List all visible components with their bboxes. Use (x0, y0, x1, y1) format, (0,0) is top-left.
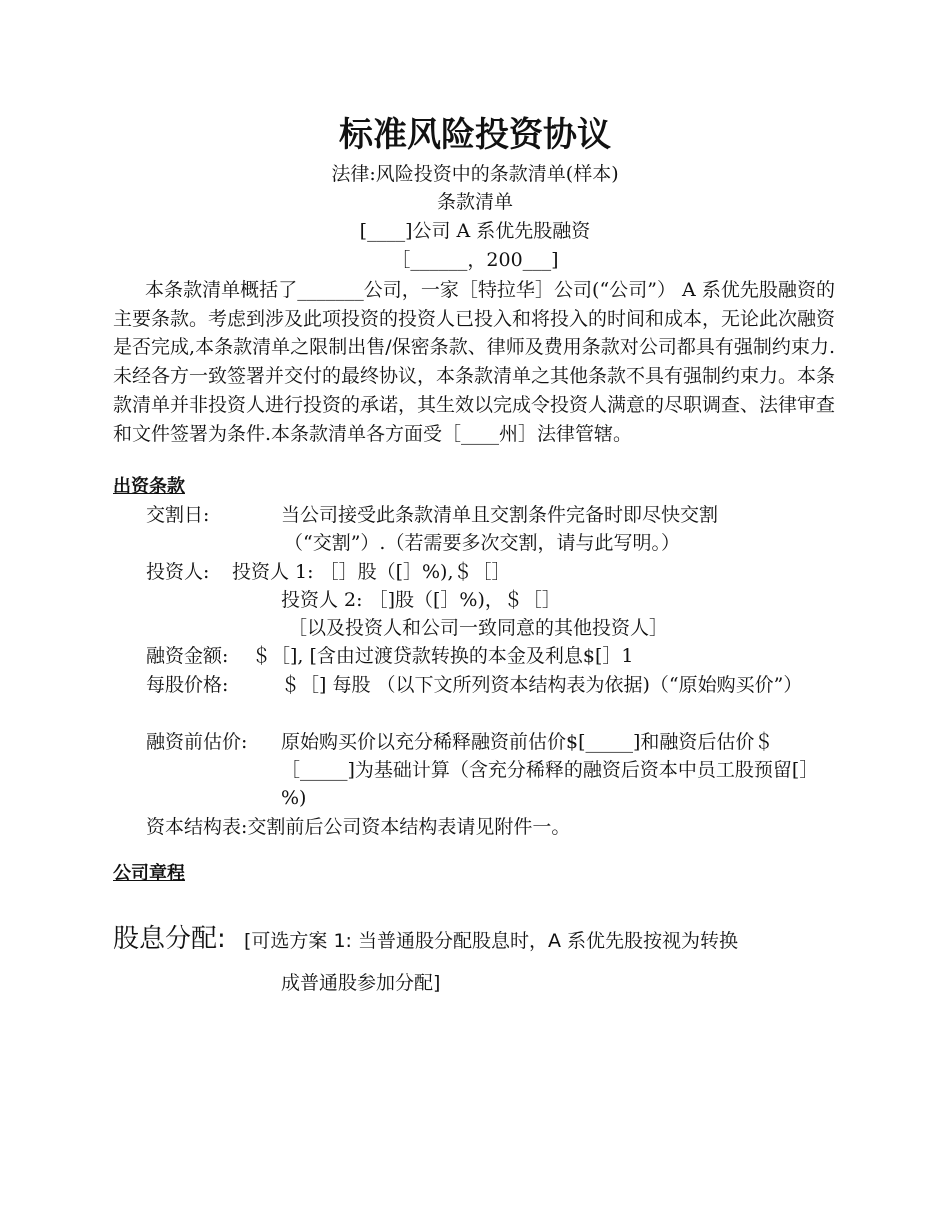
intro-paragraph (113, 276, 835, 448)
investor-1: 投资人 1: ［］股（[］%),＄［］ (232, 561, 511, 583)
investor-others: ［以及投资人和公司一致同意的其他投资人］ (288, 617, 669, 639)
document-subtitle: 法律:风险投资中的条款清单(样本) (331, 163, 619, 185)
charter-heading: 公司章程 (113, 863, 185, 884)
valuation-text: 原始购买价以充分稀释融资前估价$[_____]和融资后估价＄［_____]为基础计算（含充分稀释的融资后资本中员工股预留[］%) (281, 731, 819, 809)
price-label: 每股价格: (146, 674, 229, 696)
valuation-label: 融资前估价: (146, 731, 248, 753)
financing-line: [____]公司 A 系优先股融资 (359, 220, 591, 242)
dividend-option-line-1: [可选方案 1: 当普通股分配股息时，A 系优先股按视为转换 (244, 930, 739, 952)
term-sheet-label: 条款清单 (436, 191, 513, 213)
cap-table-text: 资本结构表:交割前后公司资本结构表请见附件一。 (146, 816, 571, 838)
intro-paragraph-text: 本条款清单概括了_______公司，一家［特拉华］公司(“公司”） A 系优先股融资的主要条款。考虑到涉及此项投资的投资人已投入和将投入的时间和成本，无论此次融资是否完成,本条款清单之限制出售/保密条款、律师及费用条款对公司都具有强制约束力.未经各方一致签署并交付的最终协议，本条款清单之其他条款不具有强制约束力。本条款清单并非投资人进行投资的承诺，其生效以完成令投资人满意的尽职调查、法律审查和文件签署为条件.本条款清单各方面受［____州］法律管辖。 (113, 279, 836, 445)
dividend-label: 股息分配: (113, 924, 226, 954)
investors-label: 投资人: (146, 561, 210, 583)
investor-2: 投资人 2: ［]股（[］%)，＄［］ (281, 589, 561, 611)
amount-label: 融资金额: (146, 645, 229, 667)
document-title: 标准风险投资协议 (339, 115, 611, 155)
closing-text-1: 当公司接受此条款清单且交割条件完备时即尽快交割 (281, 504, 719, 526)
closing-label: 交割日: (146, 504, 210, 526)
amount-text: ＄［], [含由过渡贷款转换的本金及利息$[］1 (252, 645, 634, 667)
investment-terms-heading: 出资条款 (113, 476, 185, 497)
price-text: ＄［] 每股 （以下文所列资本结构表为依据)（“原始购买价”） (281, 674, 803, 696)
closing-text-2: （“交割”）.（若需要多次交割，请与此写明。） (284, 532, 680, 554)
date-line: ［______，200___] (391, 249, 559, 271)
dividend-option-line-2: 成普通股参加分配] (281, 972, 441, 994)
